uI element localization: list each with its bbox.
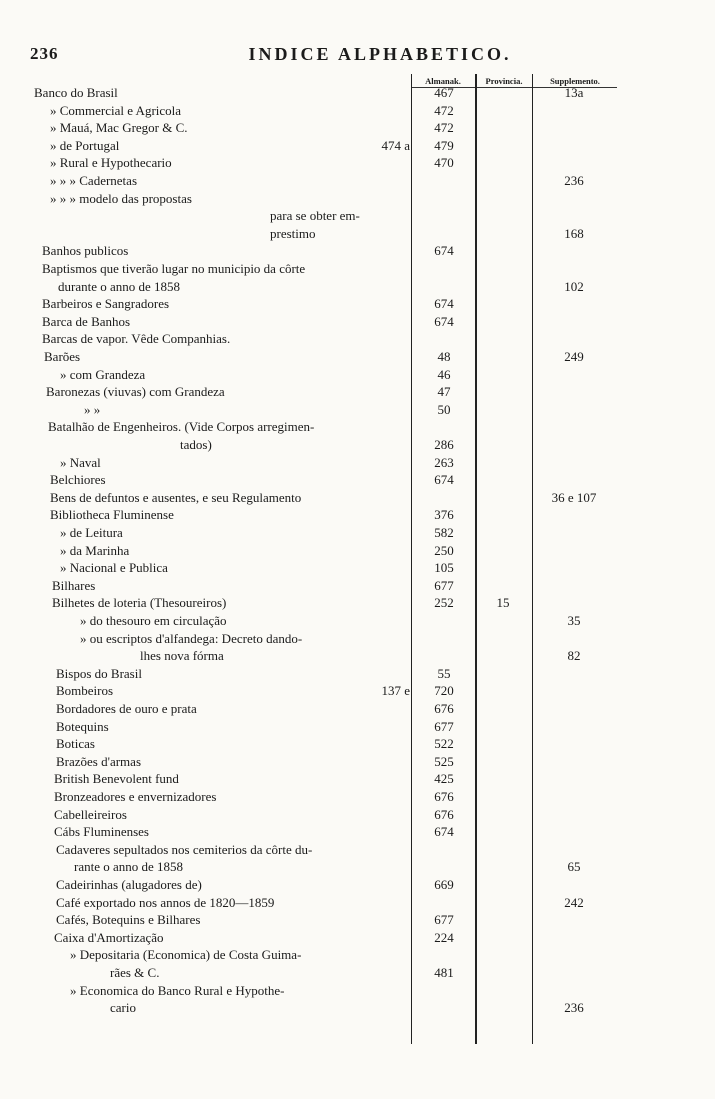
entry-almanak: 376 bbox=[434, 507, 454, 523]
entry-almanak: 472 bbox=[434, 102, 454, 118]
entry-label: Baptismos que tiverão lugar no municipio da côrte bbox=[42, 261, 306, 276]
entry-almanak: 674 bbox=[434, 313, 454, 329]
entry-supplemento: 102 bbox=[564, 278, 584, 294]
entry-label: Bilhetes de loteria (Thesoureiros) bbox=[52, 595, 227, 611]
index-entry bbox=[0, 753, 715, 771]
index-entry bbox=[0, 735, 715, 753]
index-entry bbox=[0, 330, 715, 348]
entry-label: » » » modelo das propostas bbox=[50, 190, 192, 206]
entry-label: Cábs Fluminenses bbox=[54, 824, 149, 840]
entry-almanak: 472 bbox=[434, 120, 454, 136]
index-entry bbox=[0, 577, 715, 595]
entry-label: Barbeiros e Sangradores bbox=[42, 296, 170, 312]
index-entry bbox=[0, 366, 715, 384]
index-entry bbox=[0, 982, 715, 1000]
index-entry bbox=[0, 260, 715, 278]
entry-almanak: 481 bbox=[434, 965, 454, 980]
entry-label: Cabelleireiros bbox=[54, 806, 127, 822]
entry-label: » Mauá, Mac Gregor & C. bbox=[50, 120, 188, 136]
column-header-provincia: Provincia. bbox=[485, 76, 523, 86]
index-entry bbox=[0, 172, 715, 190]
entry-label: Barões bbox=[44, 349, 81, 364]
index-entry bbox=[0, 506, 715, 524]
index-entry bbox=[0, 383, 715, 401]
entry-almanak: 674 bbox=[434, 824, 454, 840]
index-entry bbox=[0, 225, 715, 243]
entry-almanak: 250 bbox=[434, 542, 454, 558]
entry-almanak: 47 bbox=[437, 384, 451, 400]
entry-label: Bispos do Brasil bbox=[56, 665, 142, 681]
entry-supplemento: 36 e 107 bbox=[551, 489, 597, 505]
entry-label: » Economica do Banco Rural e Hypothe- bbox=[70, 982, 285, 998]
index-entry bbox=[0, 594, 715, 612]
entry-almanak: 425 bbox=[434, 771, 454, 787]
entry-label: para se obter em- bbox=[270, 208, 360, 224]
entry-almanak: 677 bbox=[434, 912, 454, 928]
index-entry bbox=[0, 471, 715, 489]
entry-label: » de Portugal bbox=[50, 137, 120, 153]
entry-label: Bibliotheca Fluminense bbox=[50, 507, 174, 523]
entry-label: Boticas bbox=[56, 736, 95, 752]
index-entry bbox=[0, 647, 715, 665]
entry-label: Banhos publicos bbox=[42, 243, 129, 259]
entry-almanak: 470 bbox=[434, 155, 454, 171]
entry-almanak: 676 bbox=[434, 789, 454, 804]
index-entry bbox=[0, 207, 715, 225]
entry-label: Bilhares bbox=[52, 577, 96, 593]
entry-almanak: 676 bbox=[434, 701, 454, 716]
entry-label: Barca de Banhos bbox=[42, 313, 131, 329]
index-entry bbox=[0, 454, 715, 472]
index-entry bbox=[0, 946, 715, 964]
index-entry bbox=[0, 999, 715, 1017]
entry-supplemento: 168 bbox=[564, 225, 584, 241]
index-entry bbox=[0, 278, 715, 296]
index-entry bbox=[0, 190, 715, 208]
index-entry bbox=[0, 911, 715, 929]
entry-label: prestimo bbox=[270, 225, 316, 241]
index-entry bbox=[0, 718, 715, 736]
entry-label: Belchiores bbox=[50, 472, 106, 488]
entry-label: rante o anno de 1858 bbox=[74, 859, 184, 875]
entry-almanak: 674 bbox=[434, 296, 454, 312]
index-entry bbox=[0, 929, 715, 947]
entry-label: » com Grandeza bbox=[60, 366, 146, 382]
entry-label: tados) bbox=[180, 437, 212, 452]
entry-almanak: 676 bbox=[434, 806, 454, 822]
index-entry bbox=[0, 489, 715, 507]
entry-almanak: 479 bbox=[434, 137, 454, 153]
index-entry bbox=[0, 823, 715, 841]
entry-label: » Depositaria (Economica) de Costa Guima- bbox=[70, 947, 302, 963]
entry-almanak: 55 bbox=[437, 665, 451, 681]
entry-supplemento: 242 bbox=[564, 894, 584, 910]
entry-label: Cadaveres sepultados nos cemiterios da côrte du- bbox=[56, 841, 313, 857]
index-entry bbox=[0, 154, 715, 172]
entry-almanak: 582 bbox=[434, 525, 454, 540]
entry-almanak: 677 bbox=[434, 718, 454, 734]
entry-almanak: 105 bbox=[434, 560, 454, 576]
entry-label: durante o anno de 1858 bbox=[58, 278, 181, 294]
entry-almanak: 50 bbox=[437, 401, 451, 417]
index-entry bbox=[0, 806, 715, 824]
index-entry bbox=[0, 313, 715, 331]
entry-provincia: 15 bbox=[496, 595, 510, 611]
entry-almanak: 669 bbox=[434, 877, 454, 892]
entry-label: Batalhão de Engenheiros. (Vide Corpos arregimen- bbox=[48, 419, 315, 435]
entry-label: rães & C. bbox=[110, 965, 160, 980]
entry-label: Cadeirinhas (alugadores de) bbox=[56, 877, 202, 892]
index-entry bbox=[0, 295, 715, 313]
entry-label: » Naval bbox=[60, 454, 101, 470]
index-entry bbox=[0, 788, 715, 806]
index-entry bbox=[0, 102, 715, 120]
entry-label: Bordadores de ouro e prata bbox=[56, 701, 197, 716]
entry-supplemento: 13a bbox=[564, 85, 584, 100]
entry-label: Bronzeadores e envernizadores bbox=[54, 789, 217, 804]
entry-label: » de Leitura bbox=[60, 525, 123, 540]
entry-label: Cafés, Botequins e Bilhares bbox=[56, 912, 201, 928]
index-entry bbox=[0, 559, 715, 577]
column-header-almanak: Almanak. bbox=[425, 76, 461, 86]
entry-almanak: 46 bbox=[437, 366, 451, 382]
entry-label: British Benevolent fund bbox=[54, 771, 179, 787]
page-number: 236 bbox=[30, 44, 59, 63]
entry-almanak: 720 bbox=[434, 683, 454, 699]
entry-supplemento: 82 bbox=[567, 648, 581, 664]
index-entry bbox=[0, 119, 715, 137]
index-entry bbox=[0, 630, 715, 648]
index-entry bbox=[0, 401, 715, 419]
index-entry bbox=[0, 876, 715, 894]
entry-almanak: 467 bbox=[434, 85, 454, 100]
entry-label: » » bbox=[84, 401, 101, 417]
entry-label: Barcas de vapor. Vêde Companhias. bbox=[42, 331, 231, 347]
index-entry bbox=[0, 858, 715, 876]
index-entry bbox=[0, 418, 715, 436]
page-title: INDICE ALPHABETICO. bbox=[248, 44, 512, 64]
entry-label: Banco do Brasil bbox=[34, 85, 118, 100]
index-entry bbox=[0, 665, 715, 683]
entry-label: Bens de defuntos e ausentes, e seu Regulamento bbox=[50, 489, 302, 505]
index-entry bbox=[0, 542, 715, 560]
entry-almanak: 525 bbox=[434, 753, 454, 769]
entry-label: » do thesouro em circulação bbox=[80, 613, 227, 628]
entry-almanak: 252 bbox=[434, 595, 454, 611]
index-entry bbox=[0, 964, 715, 982]
entry-label: » Nacional e Publica bbox=[60, 560, 168, 576]
index-entry bbox=[0, 841, 715, 859]
entry-label: Baronezas (viuvas) com Grandeza bbox=[46, 384, 225, 400]
entry-label: Café exportado nos annos de 1820—1859 bbox=[56, 894, 275, 910]
entry-label: » Commercial e Agricola bbox=[50, 102, 182, 118]
entry-label: cario bbox=[110, 1000, 136, 1016]
entry-label: » » » Cadernetas bbox=[50, 173, 138, 188]
entry-almanak: 224 bbox=[434, 929, 454, 945]
entry-almanak: 674 bbox=[434, 243, 454, 259]
entry-extra-ref: 137 e bbox=[381, 683, 410, 699]
entry-label: » ou escriptos d'alfandega: Decreto dando- bbox=[80, 630, 303, 646]
entry-label: lhes nova fórma bbox=[140, 648, 224, 664]
entry-label: Botequins bbox=[56, 718, 109, 734]
entry-label: Caixa d'Amortização bbox=[54, 929, 164, 945]
index-entry bbox=[0, 700, 715, 718]
entry-almanak: 48 bbox=[437, 349, 451, 364]
index-entry bbox=[0, 894, 715, 912]
column-header-supplemento: Supplemento. bbox=[550, 76, 600, 86]
index-entry bbox=[0, 84, 715, 102]
index-entry bbox=[0, 242, 715, 260]
index-entry bbox=[0, 770, 715, 788]
entry-supplemento: 249 bbox=[564, 349, 584, 364]
index-entry bbox=[0, 436, 715, 454]
entry-extra-ref: 474 a bbox=[381, 137, 410, 153]
entry-almanak: 286 bbox=[434, 437, 454, 452]
index-entry bbox=[0, 612, 715, 630]
entry-almanak: 674 bbox=[434, 472, 454, 488]
entry-label: Brazões d'armas bbox=[56, 753, 142, 769]
entry-supplemento: 236 bbox=[564, 173, 584, 188]
entry-label: » da Marinha bbox=[60, 542, 130, 558]
entry-almanak: 677 bbox=[434, 577, 454, 593]
entry-label: » Rural e Hypothecario bbox=[50, 155, 172, 171]
entry-almanak: 263 bbox=[434, 454, 454, 470]
index-entry bbox=[0, 137, 715, 155]
entry-supplemento: 65 bbox=[567, 859, 581, 875]
index-entry bbox=[0, 682, 715, 700]
entry-label: Bombeiros bbox=[56, 683, 114, 699]
entry-almanak: 522 bbox=[434, 736, 454, 752]
entry-supplemento: 236 bbox=[564, 1000, 584, 1016]
index-entry bbox=[0, 524, 715, 542]
index-entry bbox=[0, 348, 715, 366]
entry-supplemento: 35 bbox=[567, 613, 581, 628]
